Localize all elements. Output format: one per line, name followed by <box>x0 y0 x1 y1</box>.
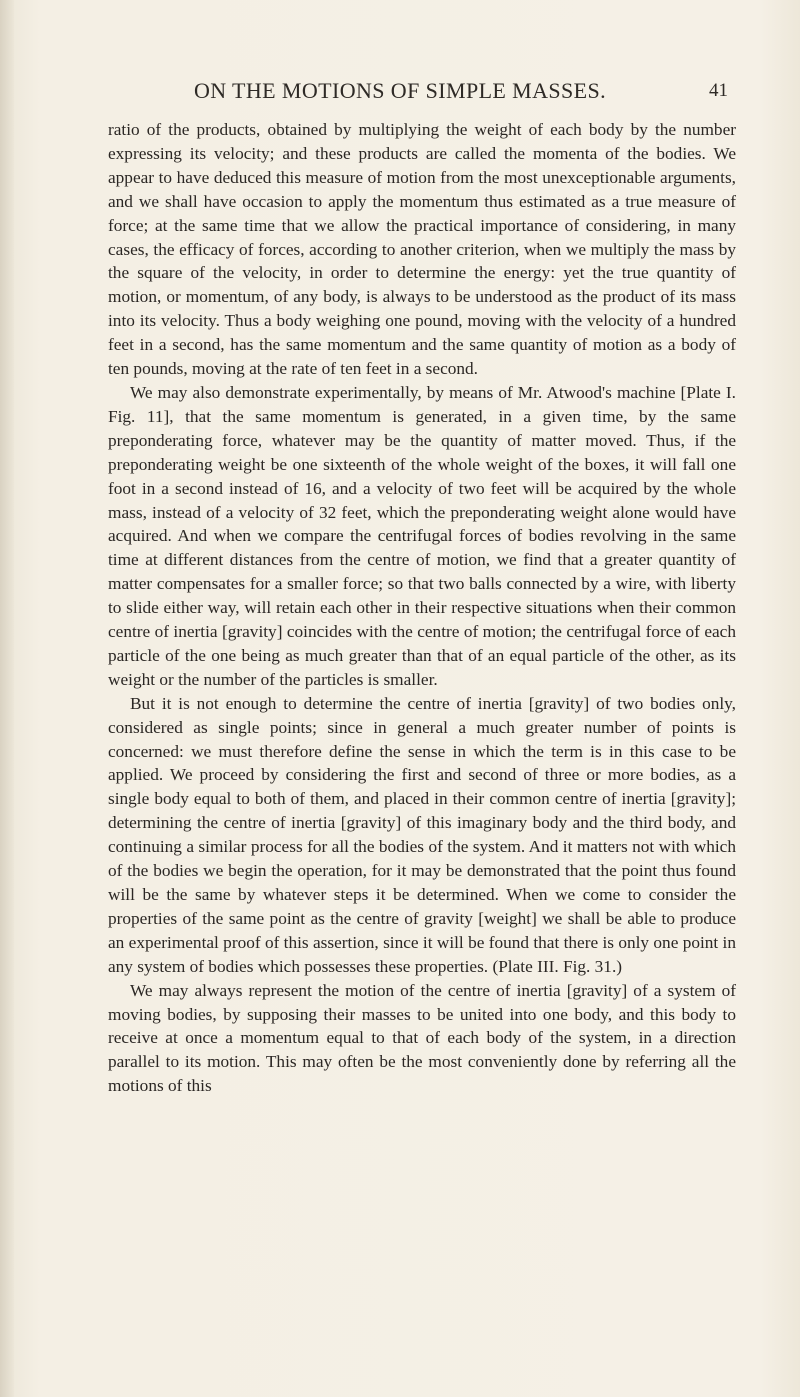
running-head: ON THE MOTIONS OF SIMPLE MASSES. <box>193 78 607 103</box>
paragraph-2: We may also demonstrate experimentally, by means of Mr. Atwood's machine [Plate I. Fig. 11], that the same momentum is generated, in a given time, by the same preponderating force, whatever may be the quantity of matter moved. Thus, if the preponderating weight be one sixteenth of the whole weight of the boxes, it will fall one foot in a second instead of 16, and a velocity of two feet will be acquired by the whole mass, instead of a velocity of 32 feet, which the preponderating weight alone would have acquired. And when we compare the centrifugal forces of bodies revolving in the same time at different distances from the centre of motion, we find that a greater quantity of matter compensates for a smaller force; so that two balls connected by a wire, with liberty to slide either way, will retain each other in their respective situations when their common centre of inertia [gravity] coincides with the centre of motion; the centrifugal force of each particle of the one being as much greater than that of an equal particle of the other, as its weight or the number of the particles is smaller. <box>108 382 736 689</box>
page-binding-edge <box>0 0 14 1397</box>
paragraph-1: ratio of the products, obtained by multiplying the weight of each body by the number expressing its velocity; and these products are called the momenta of the bodies. We appear to have deduced this measure of motion from the most unexceptionable arguments, and we shall have occasion to apply the momentum thus estimated as a true measure of force; at the same time that we allow the practical importance of considering, in many cases, the efficacy of forces, according to another criterion, when we multiply the mass by the square of the velocity, in order to determine the energy: yet the true quantity of motion, or momentum, of any body, is always to be understood as the product of its mass into its velocity. Thus a body weighing one pound, moving with the velocity of a hundred feet in a second, has the same momentum and the same quantity of motion as a body of ten pounds, moving at the rate of ten feet in a second. <box>108 120 736 379</box>
paragraph-4: We may always represent the motion of the centre of inertia [gravity] of a system of moving bodies, by supposing their masses to be united into one body, and this body to receive at once a momentum equal to that of each body of the system, in a direction parallel to its motion. This may often be the most conveniently done by referring all the motions of this <box>108 980 736 1096</box>
body-text <box>108 118 736 1098</box>
page-header <box>0 70 800 110</box>
paragraph-3: But it is not enough to determine the centre of inertia [gravity] of two bodies only, considered as single points; since in general a much greater number of points is concerned: we must therefore define the sense in which the term is in this case to be applied. We proceed by considering the first and second of three or more bodies, as a single body equal to both of them, and placed in their common centre of inertia [gravity]; determining the centre of inertia [gravity] of this imaginary body and the third body, and continuing a similar process for all the bodies of the system. And it matters not with which of the bodies we begin the operation, for it may be demonstrated that the point thus found will be the same by whatever steps it be determined. When we come to consider the properties of the same point as the centre of gravity [weight] we shall be able to produce an experimental proof of this assertion, since it will be found that there is only one point in any system of bodies which possesses these properties. (Plate III. Fig. 31.) <box>108 693 736 976</box>
page-number: 41 <box>709 80 728 101</box>
